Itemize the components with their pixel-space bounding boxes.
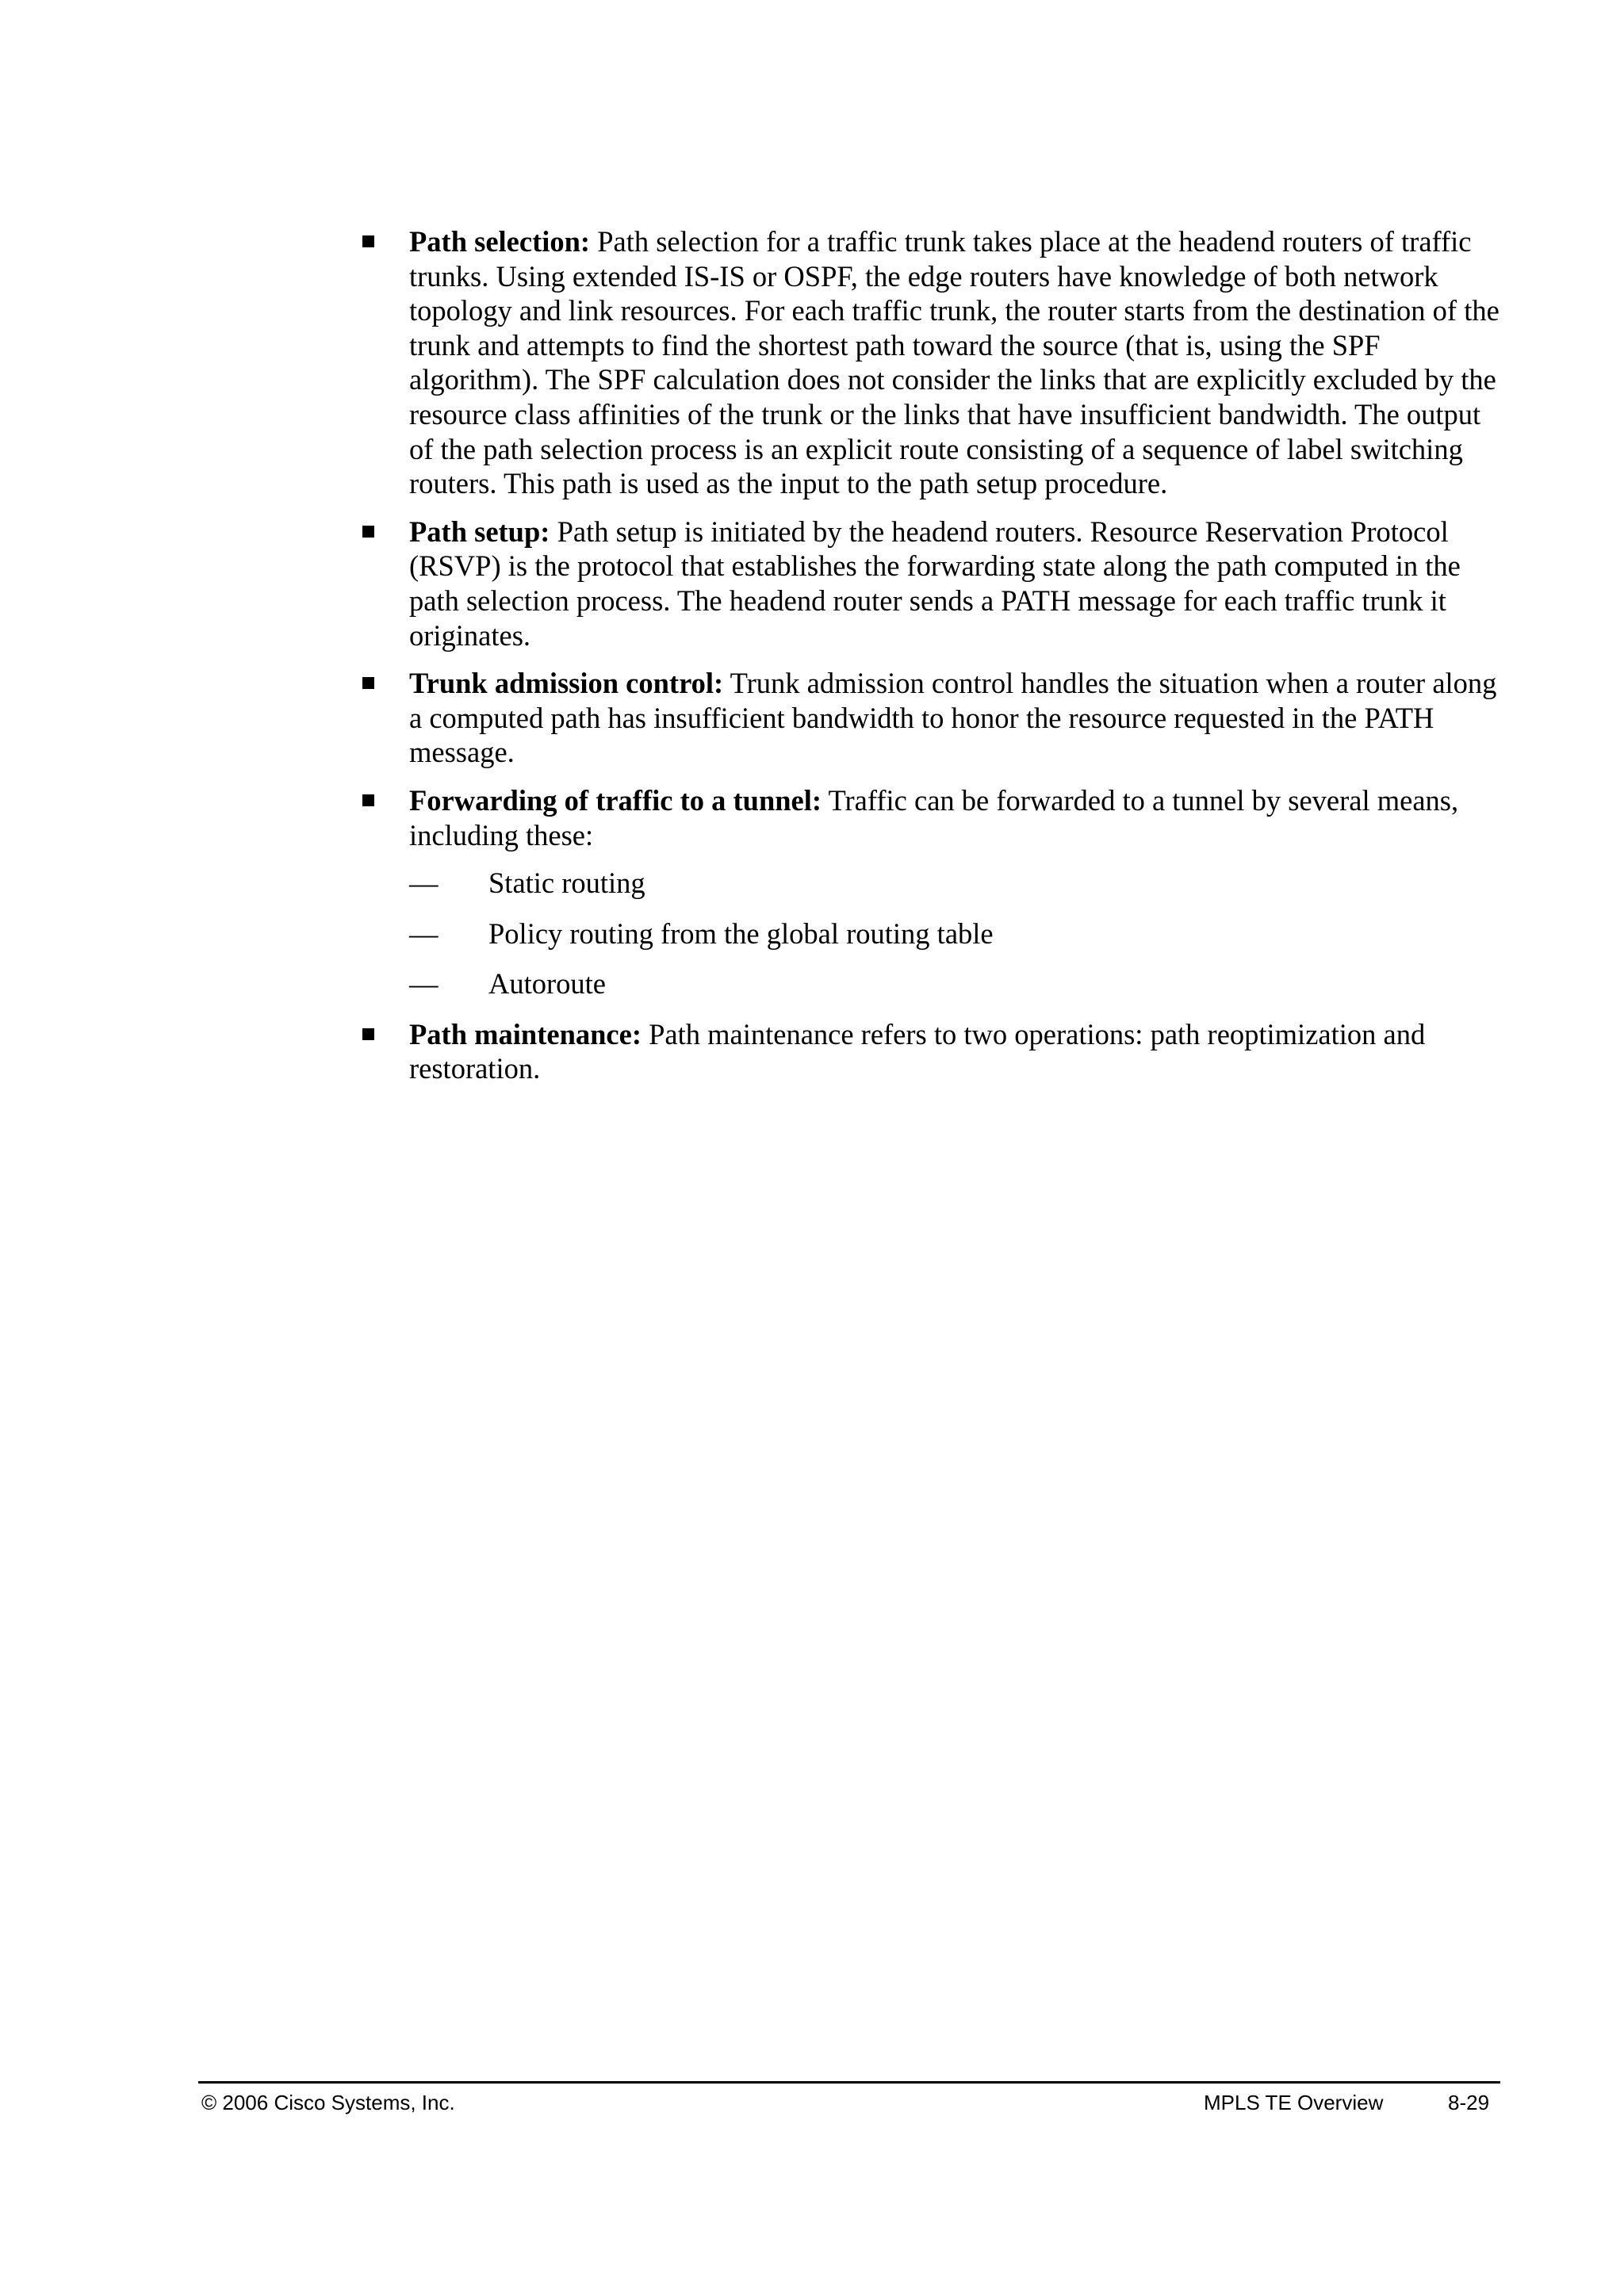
sub-list-item-text: Policy routing from the global routing table <box>488 916 994 950</box>
bullet-text: Traffic can be forwarded to a tunnel by several means, including these: <box>409 783 1459 851</box>
bullet-text: Path maintenance refers to two operations: path reoptimization and restoration. <box>409 1017 1426 1085</box>
footer-page-number: 8-29 <box>1448 2091 1490 2114</box>
bullet-text: Path selection for a traffic trunk takes place at the headend routers of traffic trunks. Using extended IS-IS or OSPF, the edge routers have knowledge of both network topology and link resources. For each traffic trunk, the router starts from the destination of the trunk and attempts to find the shortest path toward the source (that is, using the SPF algorithm). The SPF calculation does not consider the links that are explicitly excluded by the resource class affinities of the trunk or the links that have insufficient bandwidth. The output of the path selection process is an explicit route consisting of a sequence of label switching routers. This path is used as the input to the path setup procedure. <box>409 225 1500 500</box>
square-bullet-icon <box>362 794 374 806</box>
footer-section-title: MPLS TE Overview <box>1204 2091 1384 2114</box>
footer-divider <box>198 2081 1500 2084</box>
sub-list-item-static-routing <box>358 866 1500 901</box>
dash-marker: — <box>409 916 439 950</box>
sub-list-item-text: Autoroute <box>488 967 606 1001</box>
bullet-item-path-maintenance <box>358 1017 1500 1086</box>
bullet-term: Path setup: <box>409 515 550 548</box>
bullet-text: Path setup is initiated by the headend routers. Resource Reservation Protocol (RSVP) is the protocol that establishes the forwarding state along the path computed in the path selection process. The headend router sends a PATH message for each traffic trunk it originates. <box>409 515 1461 652</box>
square-bullet-icon <box>362 235 374 247</box>
sub-list-item-text: Static routing <box>488 867 645 900</box>
bullet-term: Path selection: <box>409 225 591 258</box>
square-bullet-icon <box>362 1028 374 1040</box>
square-bullet-icon <box>362 677 374 689</box>
dash-marker: — <box>409 967 439 1001</box>
dash-marker: — <box>409 867 439 900</box>
sub-list-item-policy-routing <box>358 916 1500 951</box>
sub-list-item-autoroute <box>358 966 1500 1001</box>
bullet-item-trunk-admission-control <box>358 666 1500 770</box>
bullet-item-path-selection <box>358 224 1500 501</box>
bullet-term: Path maintenance: <box>409 1017 642 1050</box>
square-bullet-icon <box>362 526 374 538</box>
bullet-item-path-setup <box>358 515 1500 652</box>
bullet-text: Trunk admission control handles the situation when a router along a computed path has insufficient bandwidth to honor the resource requested in the PATH message. <box>409 667 1497 769</box>
bullet-term: Forwarding of traffic to a tunnel: <box>409 783 822 817</box>
page-body <box>358 224 1500 1100</box>
footer-copyright: © 2006 Cisco Systems, Inc. <box>201 2091 455 2114</box>
bullet-item-forwarding-to-tunnel <box>358 783 1500 852</box>
bullet-term: Trunk admission control: <box>409 667 724 700</box>
